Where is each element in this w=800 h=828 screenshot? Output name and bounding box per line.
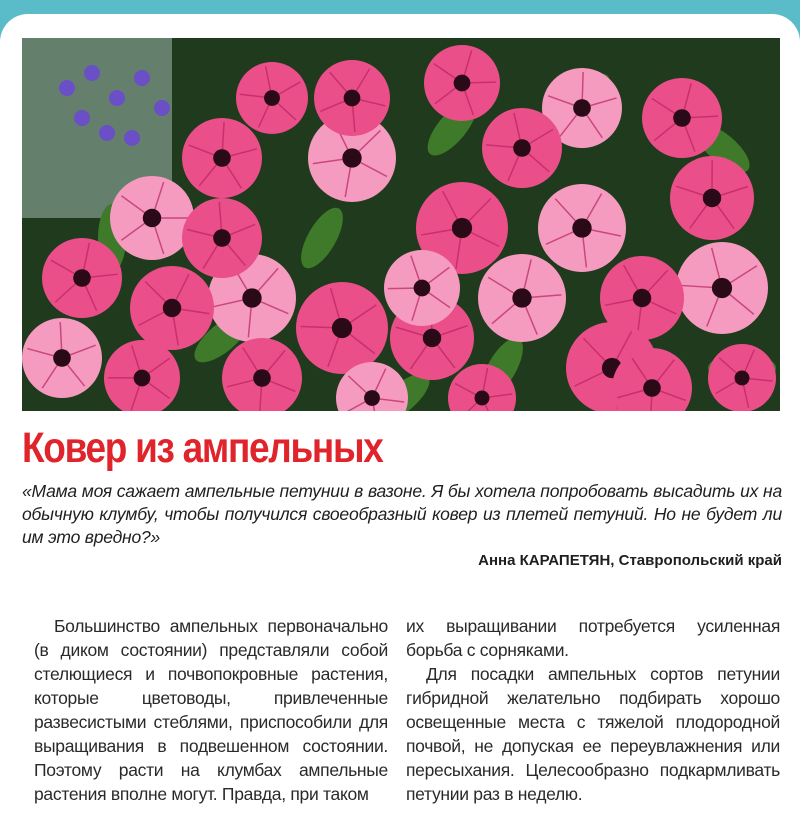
petunia-blossom	[22, 318, 102, 398]
petunia-blossom	[478, 254, 566, 342]
article-paragraph: Большинство ампельных первоначально (в диком состоянии) представляли собой стелющиеся и почвопокровные растения, которые цветоводы, привлеченные развесистыми стеблями, приспособили для выращивания в подвешенном состоянии. Поэтому расти на клумбах ампельные растения вполне могут. Правда, при таком	[34, 616, 388, 804]
lobelia-blossom	[134, 70, 150, 86]
petunia-blossom	[314, 60, 390, 136]
petunia-blossom	[42, 238, 122, 318]
petunia-blossom	[236, 62, 308, 134]
lobelia-blossom	[59, 80, 75, 96]
magazine-page	[0, 14, 800, 828]
petunia-flowers-illustration	[22, 38, 780, 411]
petunia-blossom	[708, 344, 776, 411]
petunia-blossom	[482, 108, 562, 188]
petunia-blossom	[538, 184, 626, 272]
petunia-blossom	[110, 176, 194, 260]
lobelia-blossom	[74, 110, 90, 126]
lobelia-blossom	[154, 100, 170, 116]
petunia-blossom	[384, 250, 460, 326]
lobelia-blossom	[99, 125, 115, 141]
petunia-photo	[22, 38, 780, 411]
lobelia-blossom	[124, 130, 140, 146]
petunia-blossom	[130, 266, 214, 350]
article-column-left	[34, 614, 388, 806]
lobelia-blossom	[109, 90, 125, 106]
reader-question: «Мама моя сажает ампельные петунии в вазоне. Я бы хотела попробовать высадить их на обычную клумбу, чтобы получился своеобразный ковер из плетей петуний. Но не будет ли им это вредно?»	[22, 481, 782, 547]
article-paragraph: их выращивании потребуется усиленная борьба с сорняками.	[406, 616, 780, 660]
article-column-right	[406, 614, 780, 806]
petunia-blossom	[182, 198, 262, 278]
petunia-blossom	[670, 156, 754, 240]
article-paragraph: Для посадки ампельных сортов петунии гибридной желательно подбирать хорошо освещенные места с тяжелой плодородной почвой, не допуская ее переувлажнения или пересыхания. Целесообразно подкармливать петунии раз в неделю.	[406, 664, 780, 804]
petunia-blossom	[676, 242, 768, 334]
petunia-blossom	[424, 45, 500, 121]
question-author: Анна КАРАПЕТЯН, Ставропольский край	[478, 552, 782, 569]
petunia-blossom	[296, 282, 388, 374]
lobelia-blossom	[84, 65, 100, 81]
article-title: Ковер из ампельных	[22, 424, 383, 472]
petunia-blossom	[182, 118, 262, 198]
petunia-blossom	[642, 78, 722, 158]
